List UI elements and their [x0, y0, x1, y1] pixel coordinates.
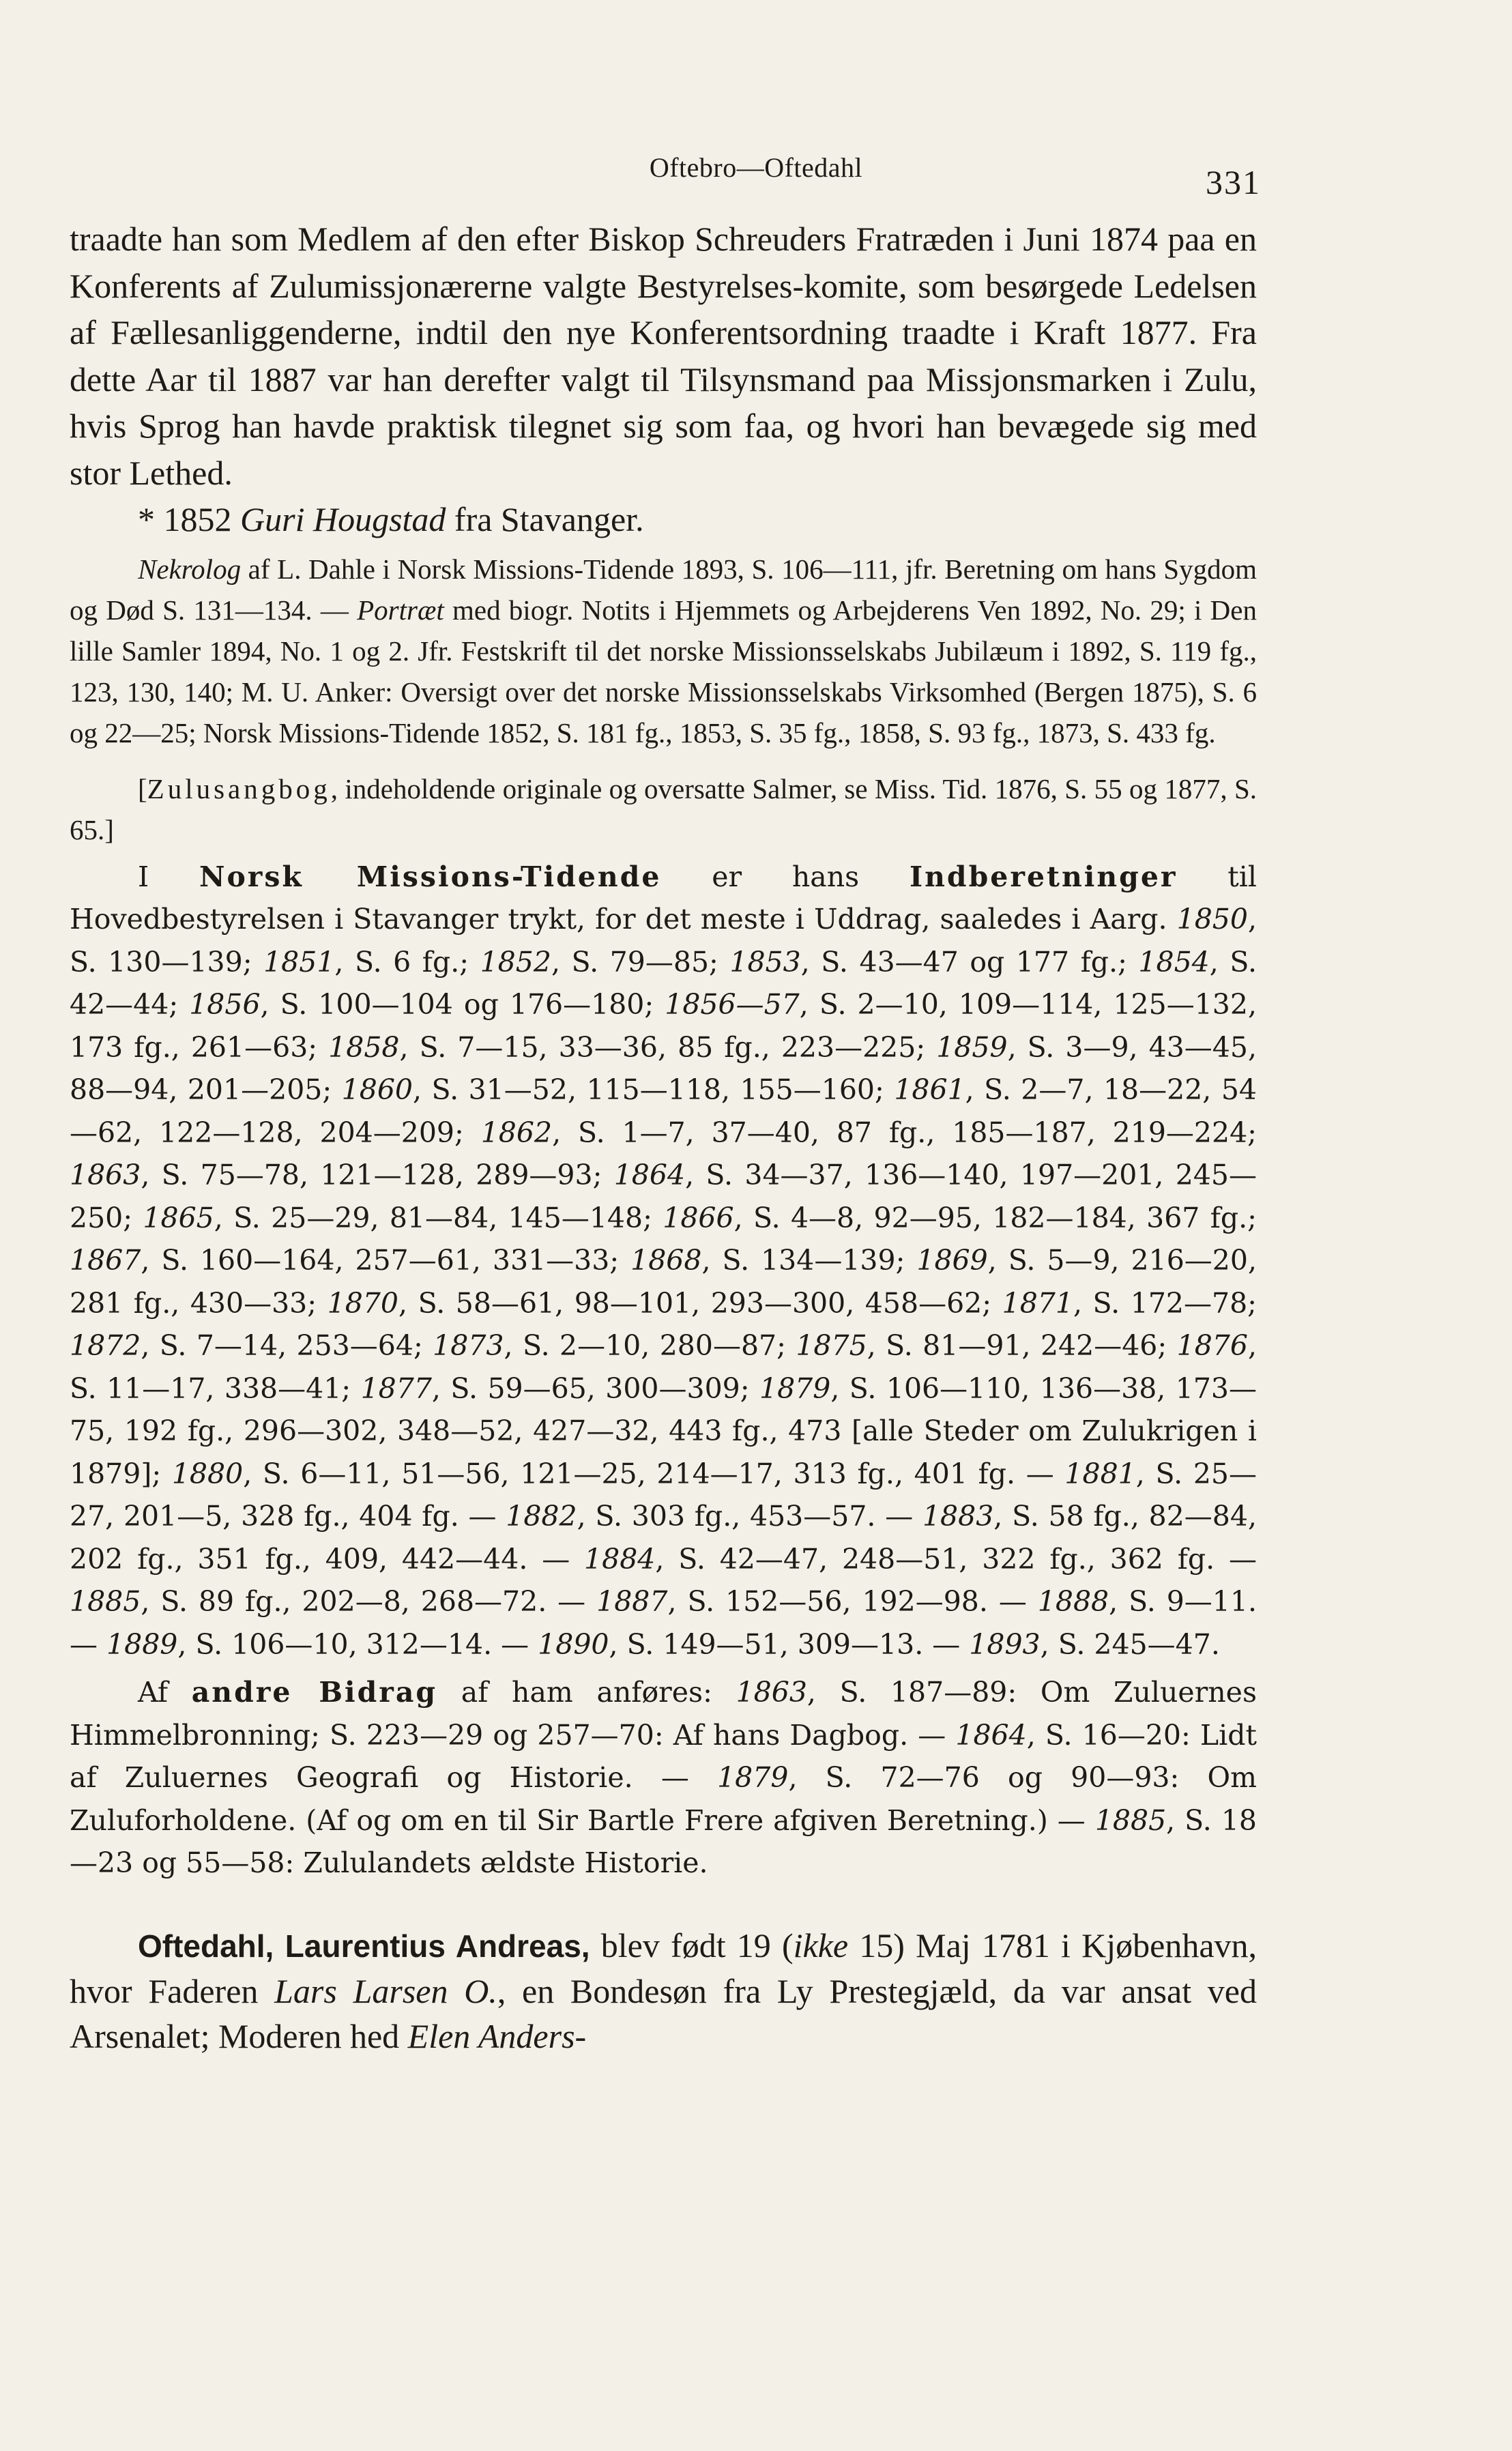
contribution-pages: , S. 18—23 og 55—58: Zululandets ældste Historie. — [70, 1803, 1257, 1879]
reports-paragraph: I Norsk Missions-Tidende er hans Indberetninger til Hovedbestyrelsen i Stavanger trykt, for det meste i Uddrag, saaledes i Aarg. 1850, S. 130—139; 1851, S. 6 fg.; 1852, S. 79—85; 1853, S. 43—47 og 177 fg.; 1854, S. 42—44; 1856, S. 100—104 og 176—180; 1856—57, S. 2—10, 109—114, 125—132, 173 fg., 261—63; 1858, S. 7—15, 33—36, 85 fg., 223—225; 1859, S. 3—9, 43—45, 88—94, 201—205; 1860, S. 31—52, 115—118, 155—160; 1861, S. 2—7, 18—22, 54—62, 122—128, 204—209; 1862, S. 1—7, 37—40, 87 fg., 185—187, 219—224; 1863, S. 75—78, 121—128, 289—93; 1864, S. 34—37, 136—140, 197—201, 245—250; 1865, S. 25—29, 81—84, 145—148; 1866, S. 4—8, 92—95, 182—184, 367 fg.; 1867, S. 160—164, 257—61, 331—33; 1868, S. 134—139; 1869, S. 5—9, 216—20, 281 fg., 430—33; 1870, S. 58—61, 98—101, 293—300, 458—62; 1871, S. 172—78; 1872, S. 7—14, 253—64; 1873, S. 2—10, 280—87; 1875, S. 81—91, 242—46; 1876, S. 11—17, 338—41; 1877, S. 59—65, 300—309; 1879, S. 106—110, 136—38, 173—75, 192 fg., 296—302, 348—52, 427—32, 443 fg., 473 [alle Steder om Zulukrigen i 1879]; 1880, S. 6—11, 51—56, 121—25, 214—17, 313 fg., 401 fg. — 1881, S. 25—27, 201—5, 328 fg., 404 fg. — 1882, S. 303 fg., 453—57. — 1883, S. 58 fg., 82—84, 202 fg., 351 fg., 409, 442—44. — 1884, S. 42—47, 248—51, 322 fg., 362 fg. — 1885, S. 89 fg., 202—8, 268—72. — 1887, S. 152—56, 192—98. — 1888, S. 9—11. — 1889, S. 106—10, 312—14. — 1890, S. 149—51, 309—13. — 1893, S. 245—47. — [70, 860, 1257, 1661]
references-text-1: af L. Dahle i Norsk Missions-Tidende 1893, S. 106—111, jfr. Beretning om hans Sygdom og Død S. 131—134. — — [70, 553, 1257, 626]
report-entry-pages: , S. 6 fg.; — [334, 945, 480, 978]
report-entry-year: 1889 — [106, 1627, 178, 1661]
report-entry-pages: , S. 7—15, 33—36, 85 fg., 223—225; — [399, 1030, 937, 1064]
references-text-2: med biogr. Notits i Hjemmets og Arbejderens Ven 1892, No. 29; i Den lille Samler 1894, No. 1 og 2. Jfr. Festskrift til det norske Missionsselskabs Jubilæum i 1892, S. 119 fg., 123, 130, 140; M. U. Anker: Oversigt over det norske Missionsselskabs Virksomhed (Bergen 1875), S. 6 og 22—25; Norsk Missions-Tidende 1852, S. 181 fg., 1853, S. 35 fg., 1858, S. 93 fg., 1873, S. 433 fg. — [70, 594, 1257, 749]
report-entry-year: 1865 — [143, 1201, 214, 1234]
report-entry-year: 1883 — [922, 1500, 994, 1533]
report-entry-year: 1867 — [70, 1244, 141, 1277]
report-entry-pages: , S. 303 fg., 453—57. — — [577, 1500, 922, 1533]
contribution-pages: , S. 72—76 og 90—93: Om Zuluforholdene. (Af og om en til Sir Bartle Frere afgiven Beretning.) — — [70, 1761, 1257, 1837]
contribution-year: 1863 — [736, 1676, 807, 1709]
reports-journal-title: Norsk Missions-Tidende — [199, 860, 662, 893]
report-entry-year: 1868 — [630, 1244, 702, 1277]
marriage-line — [70, 496, 1257, 543]
report-entry-pages: , S. 89 fg., 202—8, 268—72. — — [141, 1585, 597, 1618]
page-header — [0, 151, 1512, 201]
contributions-paragraph: Af andre Bidrag af ham anføres: 1863, S. 187—89: Om Zuluernes Himmelbronning; S. 223—29 og 257—70: Af hans Dagbog. — 1864, S. 16—20: Lidt af Zuluernes Geografi og Historie. — 1879, S. 72—76 og 90—93: Om Zuluforholdene. (Af og om en til Sir Bartle Frere afgiven Beretning.) — 1885, S. 18—23 og 55—58: Zululandets ældste Historie. — [70, 1676, 1257, 1879]
report-entry-year: 1881 — [1064, 1457, 1136, 1490]
report-entry-pages: , S. 25—27, 201—5, 328 fg., 404 fg. — — [70, 1457, 1257, 1533]
report-entry-year: 1856 — [189, 988, 261, 1021]
report-entry-year: 1863 — [70, 1159, 141, 1191]
report-entry-pages: , S. 6—11, 51—56, 121—25, 214—17, 313 fg., 401 fg. — — [243, 1457, 1065, 1490]
contribution-year: 1879 — [717, 1761, 789, 1794]
portrait-label: Portræt — [357, 594, 444, 626]
report-entry-year: 1861 — [894, 1073, 965, 1106]
contribution-year: 1885 — [1094, 1803, 1167, 1837]
report-entry-pages: , S. 2—10, 109—114, 125—132, 173 fg., 261—63; — [70, 988, 1257, 1064]
report-entry-year: 1864 — [613, 1159, 686, 1191]
contribution-pages: , S. 187—89: Om Zuluernes Himmelbronning; S. 223—29 og 257—70: Af hans Dagbog. — — [70, 1676, 1257, 1752]
contributions-heading: andre Bidrag — [191, 1676, 438, 1709]
entry-headword: Oftedahl, Laurentius Andreas, — [138, 1928, 590, 1964]
report-entry-pages: , S. 3—9, 43—45, 88—94, 201—205; — [70, 1030, 1257, 1106]
marriage-suffix: fra Stavanger. — [446, 500, 644, 538]
report-entry-pages: , S. 25—29, 81—84, 145—148; — [214, 1201, 663, 1234]
running-head: Oftebro—Oftedahl — [649, 152, 863, 183]
report-entry-pages: , S. 149—51, 309—13. — — [609, 1627, 970, 1661]
page-body — [70, 216, 1257, 2059]
references-paragraph — [70, 549, 1257, 753]
report-entry-pages: , S. 43—47 og 177 fg.; — [800, 945, 1139, 978]
father-name: Lars Larsen O. — [274, 1971, 497, 2010]
songbook-text: , indeholdende originale og oversatte Salmer, se Miss. Tid. 1876, S. 55 og 1877, S. 65.] — [70, 772, 1257, 845]
reports-list — [70, 903, 1257, 1661]
songbook-paragraph: [Zulusangbog, indeholdende originale og oversatte Salmer, se Miss. Tid. 1876, S. 55 og 1877, S. 65.] — [70, 772, 1257, 845]
contribution-year: 1864 — [955, 1718, 1027, 1752]
marriage-prefix: * 1852 — [138, 500, 240, 538]
report-entry-year: 1858 — [328, 1030, 400, 1064]
report-entry-year: 1859 — [936, 1030, 1008, 1064]
report-entry-year: 1884 — [584, 1542, 656, 1576]
report-entry-pages: , S. 59—65, 300—309; — [431, 1372, 759, 1405]
report-entry-year: 1856—57 — [665, 988, 800, 1021]
report-entry-pages: , S. 152—56, 192—98. — — [667, 1585, 1038, 1618]
report-entry-year: 1880 — [171, 1457, 244, 1490]
report-entry-pages: , S. 100—104 og 176—180; — [260, 988, 665, 1021]
report-entry-pages: , S. 4—8, 92—95, 182—184, 367 fg.; — [733, 1201, 1257, 1234]
report-entry-year: 1860 — [341, 1073, 413, 1106]
page-number: 331 — [1206, 163, 1261, 201]
report-entry-year: 1887 — [596, 1585, 668, 1618]
report-entry-year: 1888 — [1037, 1585, 1109, 1618]
report-entry-pages: , S. 31—52, 115—118, 155—160; — [413, 1073, 895, 1106]
report-entry-pages: , S. 2—7, 18—22, 54—62, 122—128, 204—209; — [70, 1073, 1257, 1149]
report-entry-pages: , S. 9—11. — — [70, 1585, 1257, 1661]
report-entry-pages: , S. 75—78, 121—128, 289—93; — [141, 1159, 614, 1191]
report-entry-pages: , S. 106—10, 312—14. — — [177, 1627, 538, 1661]
report-entry-pages: , S. 42—47, 248—51, 322 fg., 362 fg. — — [655, 1542, 1257, 1576]
mother-name: Elen Anders- — [407, 2016, 587, 2055]
report-entry-pages: , S. 81—91, 242—46; — [867, 1329, 1177, 1362]
report-entry-year: 1875 — [796, 1329, 867, 1362]
report-entry-pages: , S. 245—47. — [1040, 1627, 1220, 1661]
report-entry-year: 1890 — [538, 1627, 609, 1661]
report-entry-year: 1850 — [1176, 903, 1248, 936]
report-entry-year: 1877 — [360, 1372, 432, 1405]
report-entry-pages: , S. 7—14, 253—64; — [141, 1329, 433, 1362]
report-entry-year: 1854 — [1138, 945, 1210, 978]
report-entry-year: 1872 — [70, 1329, 141, 1362]
report-entry-pages: , S. 34—37, 136—140, 197—201, 245—250; — [70, 1159, 1257, 1234]
obituary-label: Nekrolog — [138, 553, 242, 585]
next-entry-paragraph: Oftedahl, Laurentius Andreas, blev født 19 (ikke 15) Maj 1781 i Kjøbenhavn, hvor Faderen Lars Larsen O., en Bondesøn fra Ly Prestegjæld, da var ansat ved Arsenalet; Moderen hed Elen Anders- — [70, 1926, 1257, 2055]
songbook-title: Zulusangbog — [147, 772, 331, 804]
report-entry-year: 1870 — [327, 1286, 398, 1320]
biography-paragraph: traadte han som Medlem af den efter Biskop Schreuders Fratræden i Juni 1874 paa en Konferents af Zulumissjonærerne valgte Bestyrelses-komite, som besørgede Ledelsen af Fællesanliggenderne, indtil den nye Konferentsordning traadte i Kraft 1877. Fra dette Aar til 1887 var han derefter valgt til Tilsynsmand paa Missjonsmarken i Zulu, hvis Sprog han havde praktisk tilegnet sig som faa, og hvori han bevægede sig med stor Lethed. — [70, 220, 1257, 492]
report-entry-year: 1873 — [433, 1329, 504, 1362]
report-entry-pages: , S. 42—44; — [70, 945, 1257, 1021]
report-entry-pages: , S. 58 fg., 82—84, 202 fg., 351 fg., 409, 442—44. — — [70, 1500, 1257, 1576]
report-entry-pages: , S. 79—85; — [551, 945, 730, 978]
report-entry-pages: , S. 2—10, 280—87; — [504, 1329, 796, 1362]
report-entry-year: 1893 — [969, 1627, 1041, 1661]
report-entry-pages: , S. 58—61, 98—101, 293—300, 458—62; — [398, 1286, 1002, 1320]
report-entry-year: 1852 — [480, 945, 551, 978]
report-entry-pages: , S. 160—164, 257—61, 331—33; — [141, 1244, 631, 1277]
report-entry-year: 1879 — [759, 1372, 831, 1405]
report-entry-year: 1862 — [480, 1116, 553, 1149]
report-entry-pages: , S. 106—110, 136—38, 173—75, 192 fg., 296—302, 348—52, 427—32, 443 fg., 473 [alle Steder om Zulukrigen i 1879]; — [70, 1372, 1257, 1490]
spouse-name: Guri Hougstad — [240, 500, 446, 538]
reports-heading: Indberetninger — [909, 860, 1178, 893]
report-entry-year: 1851 — [263, 945, 335, 978]
report-entry-year: 1882 — [506, 1500, 577, 1533]
report-entry-year: 1885 — [70, 1585, 141, 1618]
report-entry-year: 1866 — [663, 1201, 734, 1234]
report-entry-pages: , S. 130—139; — [70, 903, 1257, 978]
contribution-pages: , S. 16—20: Lidt af Zuluernes Geografi og Historie. — — [70, 1718, 1257, 1794]
report-entry-pages: , S. 5—9, 216—20, 281 fg., 430—33; — [70, 1244, 1257, 1320]
report-entry-year: 1869 — [916, 1244, 988, 1277]
report-entry-year: 1876 — [1176, 1329, 1248, 1362]
report-entry-pages: , S. 1—7, 37—40, 87 fg., 185—187, 219—224; — [552, 1116, 1257, 1149]
report-entry-year: 1871 — [1002, 1286, 1073, 1320]
report-entry-pages: , S. 134—139; — [701, 1244, 917, 1277]
report-entry-pages: , S. 11—17, 338—41; — [70, 1329, 1257, 1405]
report-entry-year: 1853 — [729, 945, 801, 978]
report-entry-pages: , S. 172—78; — [1073, 1286, 1257, 1320]
